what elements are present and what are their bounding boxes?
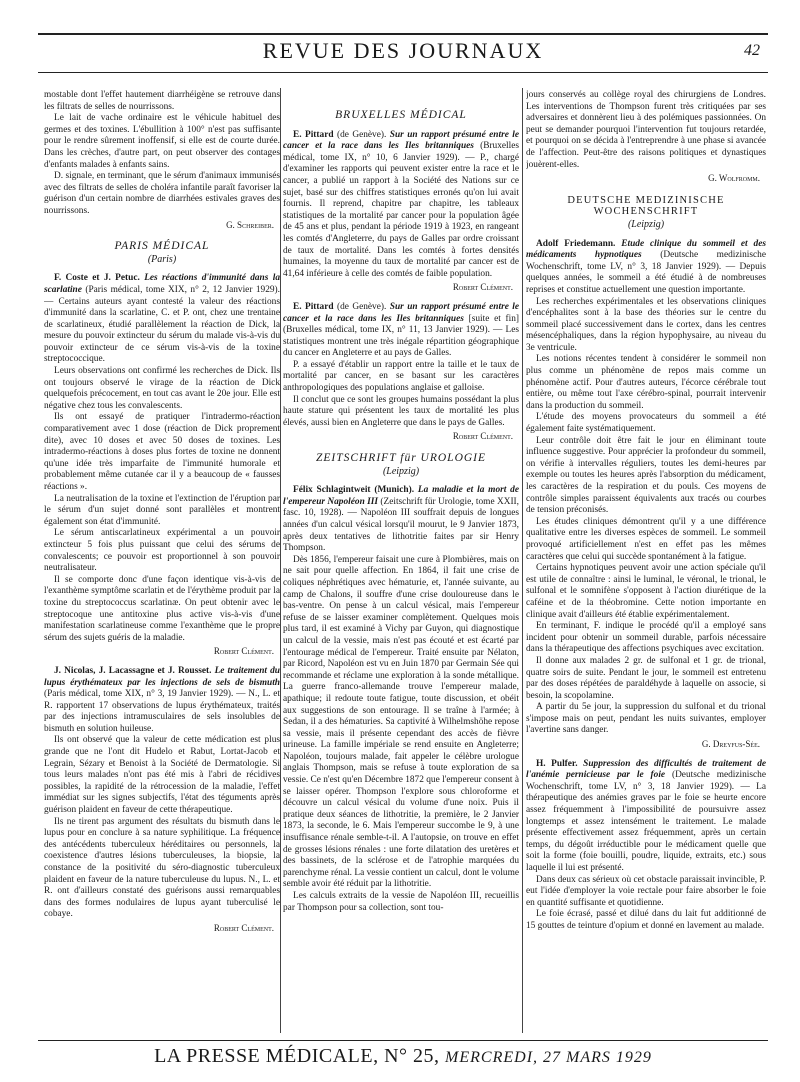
paragraph: Ils ne tirent pas argument des résultats du bismuth dans le lupus pour en conclure à sa nature syphilitique. La fréquence des antécédents tuberculeux héréditaires ou personnels, la coexistence d'autres lésions tuberculeuses, la biopsie, la constance de la positivité du séro-diagnostic tuberculeux plaident en faveur de la nature tuberculeuse du lupus. N., L. et R. ont d'ailleurs constaté des guérisons aussi remarquables dans des formes nodulaires de lupus ayant tuberculisé le cobaye. — [44, 816, 280, 920]
paragraph: Leurs observations ont confirmé les recherches de Dick. Ils ont toujours observé le virage de la réaction de Dick quelquefois précocement, en tout cas avant le 20e jour. Elle est négative chez tous les convalescents. — [44, 366, 280, 411]
article-affiliation: (de Genève). — [336, 129, 387, 140]
signature: Robert Clément. — [213, 646, 274, 657]
column-1 — [44, 90, 280, 1035]
signature: Robert Clément. — [452, 431, 513, 442]
paragraph: La neutralisation de la toxine et l'extinction de l'éruption par le sérum d'un sujet donné sont parallèles et montrent également son état d'immunité. — [44, 493, 280, 527]
article-lead — [44, 273, 280, 366]
article-reference: (Deutsche medizinische Wochenschrift, tome LV, n° 3, 18 Janvier 1929). — La thérapeutique des anémies graves par le foie se heurte encore assez fréquemment à l'impossibilité de poursuivre assez longtemps et assez intensément le traitement. Le malade présente effectivement assez fréquemment, après un certain temps, du dégoût irréductible pour le médicament quelle que soit la forme (foie bouilli, poudre, liquide, extraits, etc.) sous laquelle il lui est présenté. — [526, 770, 766, 873]
column-2 — [283, 90, 519, 1035]
paragraph: Il se comporte donc d'une façon identique vis-à-vis de l'exanthème symptôme scarlatin et de l'érythème produit par la toxine du streptococcus scarlatinæ. On peut obtenir avec le streptocoque une antitoxine plus active vis-à-vis d'une manifestation scarlatineuse comme l'exanthème que le propre sérum des sujets guéris de la maladie. — [44, 574, 280, 643]
paragraph: Il conclut que ce sont les groupes humains possédant la plus haute stature qui présentent les taux de mortalité les plus élevés, aussi bien en Angleterre que dans le pays de Galles. — [283, 394, 519, 428]
signature: Robert Clément. — [452, 282, 513, 293]
paragraph: Leur contrôle doit être fait le jour en éliminant toute influence suggestive. Pour apprécier la profondeur du sommeil, on vérifie à intervalles réguliers, toutes les demi-heures par exemple ou toutes les heures après l'absorption du médicament, les caractères de la respiration et du pouls. Ces moyens de contrôle simples paraissent équivalents aux tracés ou courbes de tension préconisés. — [526, 435, 766, 516]
section-city: (Leipzig) — [627, 218, 665, 230]
article-title: Etude clinique du sommeil et des médicaments hypnotiques — [526, 238, 766, 261]
footer — [38, 1045, 768, 1068]
paragraph: Les recherches expérimentales et les observations cliniques d'encéphalites sont à la base des théories sur le centre du sommeil placé successivement dans le cortex, dans les centres mésencéphaliques, dans la région hypophysaire, au niveau du 3e ventricule. — [526, 296, 766, 353]
paragraph: Les études cliniques démontrent qu'il y a une différence qualitative entre les diverses espèces de sommeil. Le sommeil provoqué artificiellement n'est en effet pas les mêmes caractères que celui qui succède spontanément à la fatigue. — [526, 516, 766, 562]
paragraph: Le sérum antiscarlatineux expérimental a un pouvoir extincteur 5 fois plus puissant que celui des sérums de convalescents; ce pouvoir est proportionnel à son pouvoir neutralisateur. — [44, 528, 280, 574]
header-rule — [38, 72, 768, 73]
section-title: PARIS MÉDICAL — [114, 240, 210, 253]
paragraph: Certains hypnotiques peuvent avoir une action spéciale qu'il est utile de connaître : ainsi le luminal, le véronal, le trional, le sulfonal et le somnifène s'opposent à l'action diurétique de la caféine et de la théobromine. Cette notion importante en clinique avait d'ailleurs été établie expérimentalement. — [526, 563, 766, 620]
paragraph: A partir du 5e jour, la suppression du sulfonal et du trional s'impose mais on peut, pendant les nuits suivantes, employer l'avertine sans danger. — [526, 702, 766, 736]
signature: G. Schreiber. — [226, 219, 274, 230]
column-divider — [280, 88, 281, 1033]
column-divider — [522, 88, 523, 1033]
article-lead — [526, 239, 766, 297]
paragraph: P. a essayé d'établir un rapport entre la taille et le taux de mortalité par cancer, en se basant sur les caractères anthropologiques des populations anglaise et galloise. — [283, 359, 519, 394]
section-title: ZEITSCHRIFT für UROLOGIE — [315, 452, 487, 465]
paragraph: Dès 1856, l'empereur faisait une cure à Plombières, mais on ne sait pour quelle affection. En 1864, il fait une crise de coliques néphrétiques avec hématurie, et, l'année suivante, au camp de Chalons, il souffre d'une crise douloureuse dans le bas-ventre. On pense à un calcul vésical, mais l'empereur refuse de se laisser examiner complètement. Quelques mois plus tard, il est examiné à Vichy par Guyon, qui diagnostique un calcul de la vessie, mais n'est pas écouté et est écarté par l'entourage médical de l'empereur. Traité ensuite par Nélaton, par Ricord, Napoléon est vu en Juin 1870 par Germain Sée qui recommande et réclame une exploration à la sonde métallique. La guerre franco-allemande trouve l'empereur malade, apathique; il redoute toute fatigue, toute discussion, et obéit aux suggestions de son entourage. Il se traîne à l'armée; à Sedan, il a des hématuries. Sa captivité à Wilhelmshöhe repose sa vessie, mais il présente cependant des accès de fièvre urineuse. La famille impériale se rend ensuite en Angleterre; Napoléon, toujours malade, fait appeler le célèbre urologue anglais Thompson, mais se refuse à toute exploration de sa vessie. Ce n'est qu'en Décembre 1872 que l'empereur consent à se laisser opérer. Thompson l'explore sous chloroforme et découvre un calcul vésical du volume d'une noix. Puis il pratique deux séances de lithotritie, la première, le 2 Janvier 1873, la seconde, le 6. Mais l'empereur succombe le 9, à une insuffisance rénale semble-t-il. A l'autopsie, on trouve en effet de grosses lésions rénales : une forte dilatation des uretères et des bassinets, de la sclérose et de l'atrophie marquées du parenchyme rénal. La vessie contient un calcul, dont le volume semble avoir été réduit par la lithotritie. — [283, 554, 519, 890]
paragraph: Ils ont observé que la valeur de cette médication est plus grande que ne l'ont dit Hudelo et Rabut, Lortat-Jacob et Legrain, Sézary et Benoist à la Société de Dermatologie. Si tous leurs malades n'ont pas été mis à l'abri de récidives possibles, la rapidité de la rétrocession de la maladie, l'effet immédiat sur les signes subjectifs, l'état des téguments après guérison plaident en faveur de cette thérapeutique. — [44, 735, 280, 816]
paragraph: L'étude des moyens provocateurs du sommeil a été également faite systématiquement. — [526, 412, 766, 435]
signature: G. Dreyfus-Sée. — [701, 739, 760, 750]
section-city: (Paris) — [147, 253, 177, 265]
paragraph: Dans deux cas sérieux où cet obstacle paraissait invincible, P. eut l'idée d'employer la voie rectale pour faire absorber le foie en quantité suffisante et quotidienne. — [526, 874, 766, 908]
footer-date: MERCREDI, 27 MARS 1929 — [445, 1049, 652, 1066]
running-title: REVUE DES JOURNAUX — [262, 38, 544, 63]
page-number: 42 — [744, 42, 760, 59]
article-authors: F. Coste et J. Petuc. — [54, 273, 140, 284]
article-authors: E. Pittard — [293, 129, 334, 140]
signature: G. Wolfromm. — [708, 173, 760, 184]
article-reference: (Paris médical, tome XIX, n° 3, 19 Janvier 1929). — N., L. et R. rapportent 17 observations de lupus érythémateux, traités par des injections intramusculaires de sels insolubles de bismuth en solution huileuse. — [44, 689, 280, 734]
paragraph: Ils ont essayé de pratiquer l'intradermo-réaction comparativement avec 1 dose (réaction de Dick proprement dite), avec 10 doses et avec 50 doses de toxines. Les intradermo-réactions à doses plus fortes de toxine ne donnent qu'une idée très imparfaite de l'immunité humorale et probablement même cutanée car il y a beaucoup de « fausses réactions ». — [44, 412, 280, 492]
paragraph: Il donne aux malades 2 gr. de sulfonal et 1 gr. de trional, quatre soirs de suite. Pendant le jour, le sommeil est entretenu par des doses répétées de paraldéhyde à laquelle on associe, si besoin, la scopolamine. — [526, 655, 766, 701]
article-reference: [suite et fin] (Bruxelles médical, tome IX, n° 11, 13 Janvier 1929). — Les statistiques montrent une très inégale répartition géographique du cancer en Angleterre et au pays de Galles. — [283, 313, 519, 359]
article-authors: Félix Schlagintweit (Munich). — [293, 485, 415, 496]
footer-journal: LA PRESSE MÉDICALE, N° 25, — [154, 1045, 440, 1067]
paragraph: En terminant, F. indique le procédé qu'il a employé sans incident pour obtenir un sommeil durable, parfois nécessaire dans la thérapeutique des affections psychiques avec excitation. — [526, 621, 766, 655]
article-authors: Adolf Friedemann. — [536, 238, 616, 249]
article-lead — [44, 666, 280, 736]
signature: Robert Clément. — [213, 922, 274, 933]
section-title: DEUTSCHE MEDIZINISCHE WOCHENSCHRIFT — [567, 194, 725, 218]
footer-rule — [38, 1040, 768, 1041]
article-title: Suppression des difficultés de traitement de l'anémie pernicieuse par le foie — [526, 758, 766, 781]
article-title: La maladie et la mort de l'empereur Napoléon III — [283, 485, 519, 507]
article-reference: (Zeitschrift für Urologie, tome XXII, fasc. 10, 1928). — Napoléon III souffrait depuis de longues années d'un calcul vésical lorsqu'il mourut, le 9 Janvier 1873, après deux tentatives de lithotritie faites par sir Henry Thompson. — [283, 496, 519, 554]
paragraph: Le foie écrasé, passé et dilué dans du lait fut additionné de 15 gouttes de teinture d'opium et donné en lavement au malade. — [526, 909, 766, 931]
top-rule — [38, 33, 768, 35]
article-title: Le traitement du lupus érythémateux par les injections de sels de bismuth — [44, 665, 280, 688]
article-lead — [283, 130, 519, 281]
running-head — [38, 38, 768, 68]
article-affiliation: (de Genève). — [336, 301, 387, 312]
article-title: Sur un rapport présumé entre le cancer et la race dans les Iles britanniques — [283, 301, 519, 324]
article-title: Les réactions d'immunité dans la scarlatine — [44, 273, 280, 295]
article-title: Sur un rapport présumé entre le cancer et la race dans les Iles britanniques — [283, 129, 519, 152]
section-city: (Leipzig) — [382, 465, 420, 477]
section-title: BRUXELLES MÉDICAL — [335, 109, 467, 121]
article-reference: (Bruxelles médical, tome IX, n° 10, 6 Janvier 1929). — P., chargé d'examiner les rapports qui peuvent exister entre la race et le cancer, a publié un rapport à la Société des Nations sur ce sujet, basé sur des chiffres statistiques erronés qu'on lui avait fournis. Il reprend, chapitre par chapitre, les tableaux statistiques de la mortalité par cancer pour la population âgée de 45 ans et plus, pendant la période 1919 à 1923, en rangeant les comtés d'Angleterre, du pays de Galles par ordre croissant de taux de mortalité. Dans les comtés à fortes densités humaines, la moyenne du taux de mortalité par cancer est de 41,64 inférieure à celle des comtés de faible population. — [283, 141, 519, 279]
paragraph: mostable dont l'effet hautement diarrhéigène se retrouve dans les filtrats de selles de nourrissons. — [44, 90, 280, 112]
article-reference: (Paris médical, tome XIX, n° 2, 12 Janvier 1929). — Certains auteurs ayant contesté la valeur des réactions d'immunité dans la scarlatine, C. et P. ont, chez une trentaine de scarlatineux, étudié parallèlement la réaction de Dick, la mesure du pouvoir extincteur du sérum du malade vis-à-vis du pouvoir extincteur de ce sérum vis-à-vis de la toxine streptococcique. — [44, 284, 280, 365]
paragraph: Les calculs extraits de la vessie de Napoléon III, recueillis par Thompson pour sa collection, sont tou- — [283, 891, 519, 913]
paragraph: Le lait de vache ordinaire est le véhicule habituel des germes et des toxines. L'ébullition à 100° n'est pas suffisante pour le rendre sûrement inoffensif, si elle est de courte durée. Dans les crèches, d'autre part, on peut observer des contages d'enfants malades à enfants sains. — [44, 113, 280, 170]
article-authors: J. Nicolas, J. Lacassagne et J. Rousset. — [54, 665, 212, 676]
article-authors: E. Pittard — [293, 301, 334, 312]
paragraph: D. signale, en terminant, que le sérum d'animaux immunisés avec des filtrats de selles de choléra infantile paraît favoriser la guérison d'un certain nombre de diarrhées estivales graves des nourrissons. — [44, 171, 280, 216]
article-lead — [526, 759, 766, 875]
article-lead — [283, 302, 519, 360]
paragraph: Les notions récentes tendent à considérer le sommeil non plus comme un phénomène de repos mais comme un phénomène actif. Pour d'autres auteurs, l'écorce cérébrale tout entière, ou même tout l'axe cérébro-spinal, pourrait intervenir dans la production du sommeil. — [526, 354, 766, 411]
article-lead — [283, 485, 519, 555]
article-reference: (Deutsche medizinische Wochenschrift, tome LV, n° 3, 18 Janvier 1929). — Depuis quelques années, le sommeil a été étudié à de nombreuses reprises et constitue actuellement une question importante. — [526, 250, 766, 295]
paragraph: jours conservés au collège royal des chirurgiens de Londres. Les interventions de Thompson furent très critiquées par ses adversaires et donnèrent lieu à des polémiques passionnées. On peut se demander pourquoi l'intervention fut toujours retardée, et pourquoi on se décida à l'entreprendre à une phase si avancée de l'affection. Peut-être des raisons politiques et dynastiques jouèrent-elles. — [526, 90, 766, 170]
article-authors: H. Pulfer. — [536, 758, 578, 769]
column-3 — [526, 90, 766, 1035]
